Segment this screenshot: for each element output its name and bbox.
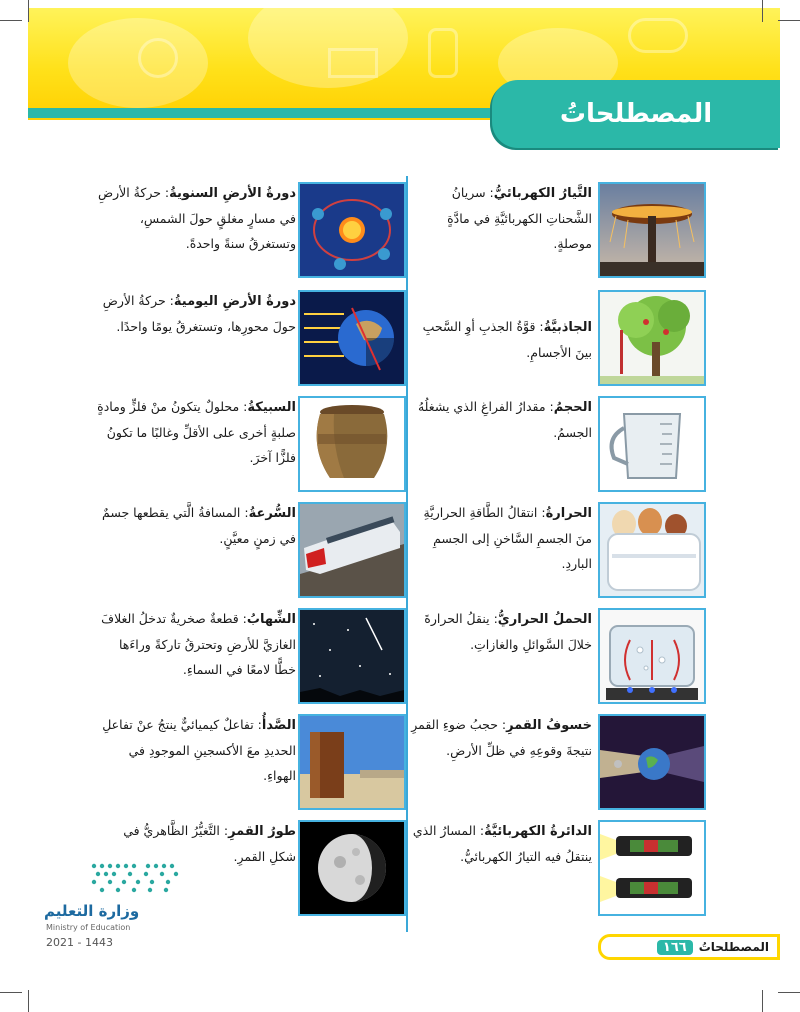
page-number-tag [598,934,780,960]
term-title: خسوفُ القمرِ [506,718,592,733]
term-title: طورُ القمرِ [228,824,296,839]
header-bar [28,108,518,118]
term-title: السبيكةُ [247,400,296,415]
term-definition: : المسارُ الذي ينتقلُ فيه التيارُ الكهربائيُّ. [412,823,592,864]
edition-year: 2021 - 1443 [46,936,113,949]
term-definition: : ينقلُ الحرارةَ خلالَ السَّوائلِ والغازاتِ. [424,611,592,652]
term-definition: : حركةُ الأرضِ حولَ محورِها، وتستغرقُ يومًا واحدًا. [102,293,296,334]
apple-tree-image [598,290,706,386]
term-title: دورةُ الأرضِ السنويةُ [169,186,296,201]
term-title: الحملُ الحراريُّ [497,612,592,627]
crop-mark [28,990,29,1012]
column-divider [406,176,408,932]
rusty-tank-image [298,714,406,810]
term-definition: : سريانُ الشَّحناتِ الكهربائيَّةِ في مادَّةٍ موصلةٍ. [447,185,592,251]
term-definition: : حركةُ الأرضِ في مسارٍ مغلقٍ حولَ الشمسِ، وتستغرقُ سنةً واحدةً. [97,185,296,251]
term-entry-gravity [410,290,780,388]
meteor-image [298,608,406,704]
moon-phase-image [298,820,406,916]
term-definition: : مقدارُ الفراغِ الذي يشغلُهُ الجسمُ. [417,399,592,440]
toaster-image [598,502,706,598]
term-entry-volume [410,396,780,494]
term-entry-electric-current [410,182,780,280]
crop-mark [0,20,22,21]
term-title: السُّرعةُ [248,506,296,521]
crop-mark [778,992,800,993]
term-entry-alloy [40,396,406,494]
page-number: ١٦٦ [657,940,693,955]
page-title: المصطلحاتُ [559,99,713,129]
term-definition: : انتقالُ الطَّاقةِ الحراريَّةِ منَ الجسمِ السَّاخنِ إلى الجسمِ الباردِ. [423,505,592,571]
flashlight-image [598,820,706,916]
term-entry-lunar-eclipse [410,714,780,812]
term-entry-electric-circuit [410,820,780,918]
boiling-water-image [598,608,706,704]
crop-mark [0,992,22,993]
term-title: الحرارةُ [545,506,592,521]
crop-mark [28,0,29,22]
term-definition: : محلولٌ يتكونُ منْ فلزٍّ ومادةٍ صلبةٍ أخرى على الأقلِّ وغالبًا ما تكونُ فلزًّا آخرَ. [97,399,296,465]
term-title: الدائرةُ الكهربائيَّةُ [484,824,592,839]
chain-swing-ride-image [598,182,706,278]
term-definition: : تفاعلٌ كيميائيٌّ ينتجُ عنْ تفاعلِ الحديدِ معَ الأكسجينِ الموجودِ في الهواءِ. [102,717,296,783]
term-definition: : قوَّةُ الجذبِ أوِ السَّحبِ بينَ الأجسامِ. [422,319,592,360]
term-title: الصَّدأُ [261,718,296,733]
crop-mark [762,0,763,22]
term-definition: : حجبُ ضوءِ القمرِ نتيجةَ وقوعِهِ في ظلِّ الأرضِ. [411,717,592,758]
term-title: الحجمُ [553,400,592,415]
ministry-name: وزارة التعليم [44,902,140,920]
ministry-name-en: Ministry of Education [46,923,131,932]
train-image [298,502,406,598]
term-entry-rust [40,714,406,812]
term-title: الجاذبيَّةُ [543,320,592,335]
crop-mark [778,20,800,21]
term-entry-annual-revolution [40,182,406,280]
term-definition: : المسافةُ الَّتي يقطعها جسمٌ في زمنٍ معيَّنٍ. [102,505,296,546]
page-title-box [492,80,780,148]
lunar-eclipse-image [598,714,706,810]
term-definition: : التَّغيُّرُ الظَّاهريُّ في شكلِ القمرِ. [123,823,296,864]
term-entry-convection [410,608,780,706]
measuring-cup-image [598,396,706,492]
ministry-logo-icon [90,862,180,894]
term-definition: : قطعةٌ صخريةٌ تدخلُ الغلافَ الغازيَّ للأرضِ وتحترقُ تاركةً وراءَها خطًّا لامعًا في السماءِ. [101,611,296,677]
term-title: الشِّهابُ [246,612,296,627]
page-label: المصطلحاتُ [698,940,769,954]
term-title: التَّيارُ الكهربائيُّ [493,186,592,201]
term-entry-heat [410,502,780,600]
bronze-pot-image [298,396,406,492]
earth-rotation-image [298,290,406,386]
earth-orbit-image [298,182,406,278]
term-entry-speed [40,502,406,600]
term-title: دورةُ الأرضِ اليوميةُ [173,294,296,309]
term-entry-meteor [40,608,406,706]
term-entry-daily-rotation [40,290,406,388]
crop-mark [762,990,763,1012]
